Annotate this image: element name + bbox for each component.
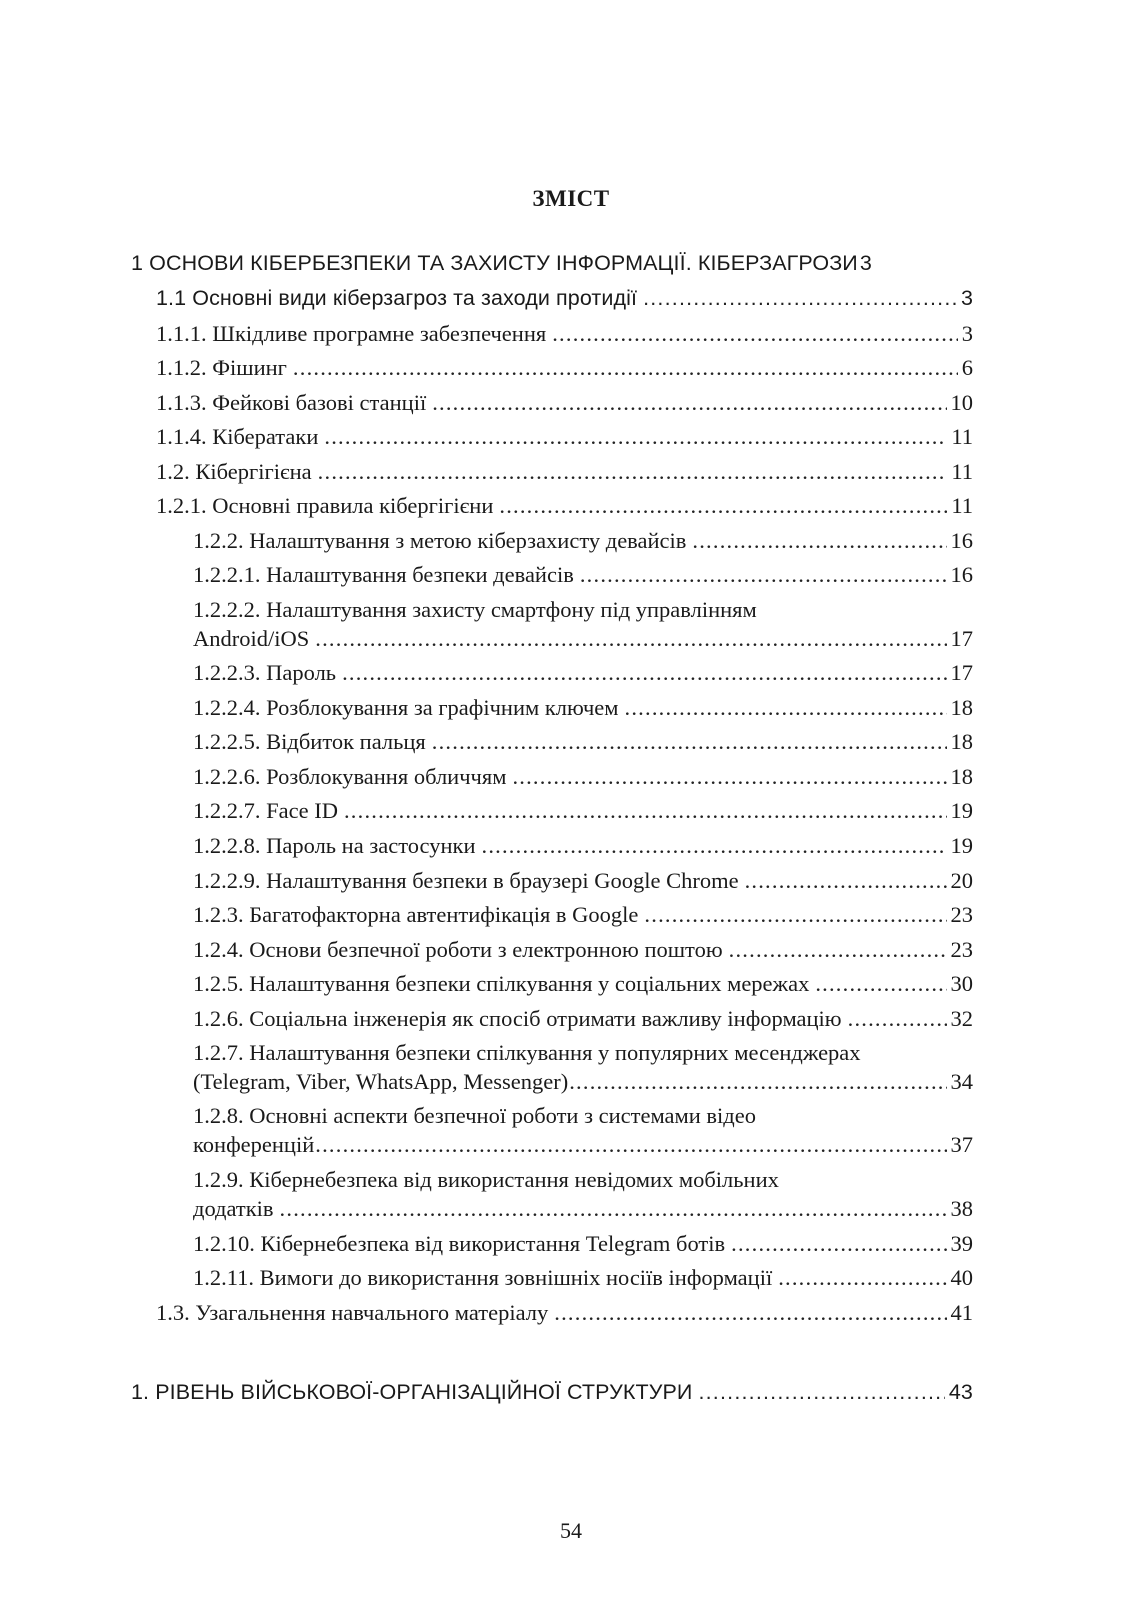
toc-entry-label: 1.2.5. Налаштування безпеки спілкування у соціальних мережах: [193, 971, 810, 996]
toc-entry-page: 19: [950, 833, 973, 858]
dot-leader: [318, 458, 948, 485]
toc-entry-page: 6: [961, 355, 973, 380]
dot-leader: [432, 728, 947, 755]
toc-entry-page: 18: [950, 695, 973, 720]
toc-entry-label: 1.1.4. Кібератаки: [156, 424, 319, 449]
dot-leader: [745, 867, 947, 894]
toc-entry-1-1-1[interactable]: [156, 320, 973, 347]
toc-entry-label: 1.2.4. Основи безпечної роботи з електронною поштою: [193, 937, 723, 962]
toc-entry-label: 1.2.6. Соціальна інженерія як спосіб отримати важливу інформацію: [193, 1006, 842, 1031]
toc-entry-1-2-5[interactable]: [193, 970, 973, 997]
toc-entry-page: 41: [950, 1300, 973, 1325]
toc-entry-page: 18: [950, 764, 973, 789]
dot-leader: [643, 285, 957, 312]
dot-leader: [815, 970, 946, 997]
toc-entry-label: 1.1.1. Шкідливе програмне забезпечення: [156, 321, 547, 346]
toc-entry-label: 1 ОСНОВИ КІБЕРБЕЗПЕКИ ТА ЗАХИСТУ ІНФОРМАЦІЇ. КІБЕРЗАГРОЗИ: [131, 251, 858, 275]
toc-entry-page: 38: [950, 1196, 973, 1221]
toc-entry-1-2-1[interactable]: [156, 492, 973, 519]
toc-entry-1-2-2-3[interactable]: [193, 659, 973, 686]
dot-leader: [324, 423, 947, 450]
toc-entry-label: (Telegram, Viber, WhatsApp, Messenger): [193, 1069, 569, 1094]
toc-entry-label: 1.1.2. Фішинг: [156, 355, 287, 380]
toc-entry-page: 11: [951, 493, 973, 518]
toc-entry-1-2-3[interactable]: [193, 901, 973, 928]
toc-entry-page: 3: [859, 251, 872, 275]
dot-leader: [625, 694, 947, 721]
toc-entry-page: 30: [950, 971, 973, 996]
toc-entry-page: 3: [960, 286, 973, 310]
toc-entry-page: 16: [950, 562, 973, 587]
toc-entry-label: 1.2.2.3. Пароль: [193, 660, 337, 685]
toc-entry-page: 18: [950, 729, 973, 754]
toc-entry-label: 1.2.2.7. Face ID: [193, 798, 338, 823]
toc-entry-1-2-2-2-line1[interactable]: 1.2.2.2. Налаштування захисту смартфону під управлінням: [193, 597, 757, 622]
toc-entry-page: 37: [950, 1132, 973, 1157]
dot-leader: [293, 354, 958, 381]
page-number: 54: [560, 1518, 582, 1543]
toc-entry-1-2-2[interactable]: [193, 527, 973, 554]
toc-entry-1-2-2-7[interactable]: [193, 797, 973, 824]
dot-leader: [344, 797, 947, 824]
toc-entry-page: 19: [950, 798, 973, 823]
dot-leader: [482, 832, 947, 859]
toc-entry-1-2-2-4[interactable]: [193, 694, 973, 721]
toc-entry-1-2-9-line1[interactable]: 1.2.9. Кібернебезпека від використання невідомих мобільних: [193, 1167, 779, 1192]
toc-entry-page: 34: [950, 1069, 973, 1094]
toc-entry-chapter-2[interactable]: [131, 1379, 973, 1406]
toc-entry-1-2-4[interactable]: [193, 936, 973, 963]
toc-entry-label: 1.2.2.9. Налаштування безпеки в браузері Google Chrome: [193, 868, 739, 893]
toc-entry-1-3[interactable]: [156, 1299, 973, 1326]
toc-entry-page: 17: [950, 626, 973, 651]
toc-entry-1-2-11[interactable]: [193, 1264, 973, 1291]
toc-entry-label: 1.2. Кібергігієна: [156, 459, 312, 484]
toc-entry-page: 43: [948, 1380, 973, 1404]
toc-entry-label: додатків: [193, 1196, 274, 1221]
toc-entry-label: 1.1.3. Фейкові базові станції: [156, 390, 427, 415]
dot-leader: [729, 936, 947, 963]
dot-leader: [580, 561, 947, 588]
toc-entry-1-2-2-2[interactable]: [193, 625, 973, 652]
toc-entry-page: 11: [951, 459, 973, 484]
toc-entry-1-1-2[interactable]: [156, 354, 973, 381]
dot-leader: [280, 1195, 947, 1222]
dot-leader: [848, 1005, 947, 1032]
toc-entry-page: 39: [950, 1231, 973, 1256]
toc-entry-label: 1.2.3. Багатофакторна автентифікація в Google: [193, 902, 639, 927]
toc-entry-label: 1.2.2.4. Розблокування за графічним ключем: [193, 695, 619, 720]
toc-entry-label: 1.2.10. Кібернебезпека від використання Telegram ботів: [193, 1231, 726, 1256]
dot-leader: [692, 527, 946, 554]
toc-entry-label: 1.2.2. Налаштування з метою кіберзахисту девайсів: [193, 528, 687, 553]
toc-entry-1-2-9[interactable]: [193, 1195, 973, 1222]
toc-entry-page: 23: [950, 937, 973, 962]
toc-entry-label: 1.2.2.6. Розблокування обличчям: [193, 764, 507, 789]
dot-leader: [432, 389, 946, 416]
toc-entry-1[interactable]: [131, 250, 973, 277]
dot-leader: [644, 901, 946, 928]
toc-entry-1-1-3[interactable]: [156, 389, 973, 416]
toc-entry-label: 1.2.2.8. Пароль на застосунки: [193, 833, 476, 858]
toc-entry-1-2-2-9[interactable]: [193, 867, 973, 894]
toc-entry-page: 40: [950, 1265, 973, 1290]
toc-entry-1-2-10[interactable]: [193, 1230, 973, 1257]
toc-title: ЗМІСТ: [532, 186, 610, 211]
toc-entry-1-2-6[interactable]: [193, 1005, 973, 1032]
toc-entry-1-2-2-8[interactable]: [193, 832, 973, 859]
toc-entry-1-2-2-5[interactable]: [193, 728, 973, 755]
toc-entry-1-1-4[interactable]: [156, 423, 973, 450]
toc-entry-label: 1.2.2.1. Налаштування безпеки девайсів: [193, 562, 574, 587]
toc-entry-1-2-8-line1[interactable]: 1.2.8. Основні аспекти безпечної роботи з системами відео: [193, 1103, 756, 1128]
dot-leader: [569, 1068, 946, 1095]
toc-entry-label: конференцій: [193, 1132, 315, 1157]
toc-entry-label: 1.2.2.5. Відбиток пальця: [193, 729, 426, 754]
toc-entry-label: 1.2.1. Основні правила кібергігієни: [156, 493, 494, 518]
toc-entry-1-2-7[interactable]: [193, 1068, 973, 1095]
dot-leader: [778, 1264, 946, 1291]
dot-leader: [731, 1230, 946, 1257]
toc-entry-1-2[interactable]: [156, 458, 973, 485]
dot-leader: [554, 1299, 946, 1326]
dot-leader: [315, 1131, 946, 1158]
toc-entry-page: 17: [950, 660, 973, 685]
dot-leader: [315, 625, 946, 652]
toc-entry-page: 23: [950, 902, 973, 927]
toc-entry-page: 10: [950, 390, 973, 415]
toc-entry-page: 11: [951, 424, 973, 449]
toc-entry-label: 1.1 Основні види кіберзагроз та заходи протидії: [156, 286, 638, 310]
toc-entry-label: 1.2.11. Вимоги до використання зовнішніх носіїв інформації: [193, 1265, 773, 1290]
toc-entry-page: 3: [961, 321, 973, 346]
dot-leader: [512, 763, 946, 790]
toc-entry-label: 1.3. Узагальнення навчального матеріалу: [156, 1300, 549, 1325]
toc-entry-label: 1. РІВЕНЬ ВІЙСЬКОВОЇ-ОРГАНІЗАЦІЙНОЇ СТРУКТУРИ: [131, 1380, 693, 1404]
dot-leader: [342, 659, 946, 686]
toc-entry-1-2-2-1[interactable]: [193, 561, 973, 588]
dot-leader: [499, 492, 947, 519]
toc-entry-1-1[interactable]: [156, 285, 973, 312]
toc-entry-1-2-2-6[interactable]: [193, 763, 973, 790]
toc-entry-1-2-7-line1[interactable]: 1.2.7. Налаштування безпеки спілкування у популярних месенджерах: [193, 1040, 861, 1065]
toc-entry-1-2-8[interactable]: [193, 1131, 973, 1158]
toc-entry-page: 16: [950, 528, 973, 553]
dot-leader: [552, 320, 958, 347]
toc-entry-label: Android/iOS: [193, 626, 310, 651]
dot-leader: [698, 1379, 944, 1406]
toc-entry-page: 20: [950, 868, 973, 893]
toc-entry-page: 32: [950, 1006, 973, 1031]
